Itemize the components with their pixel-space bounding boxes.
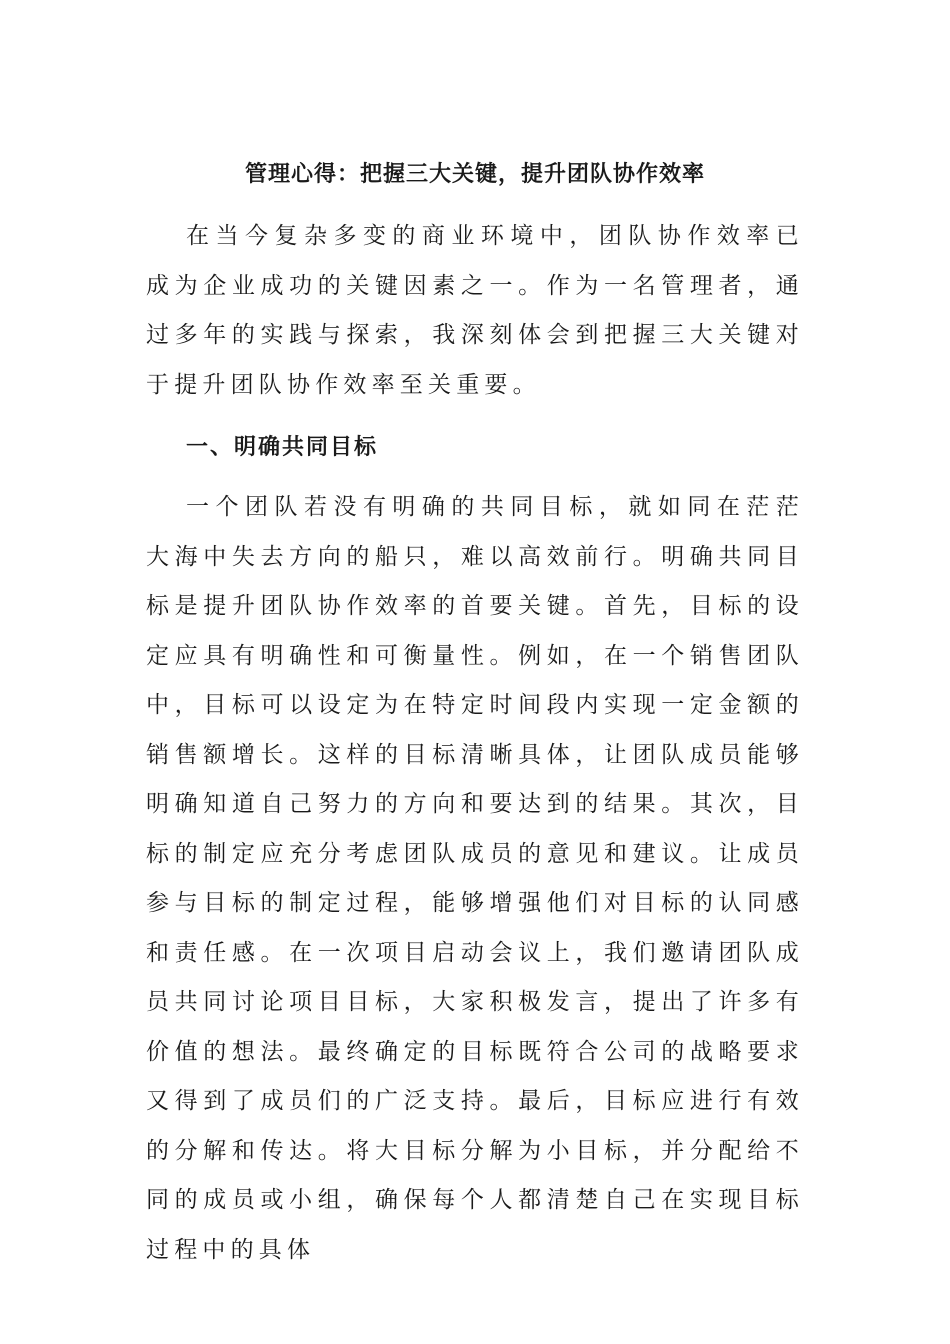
section-heading-1: 一、明确共同目标 <box>186 435 379 460</box>
intro-paragraph: 在当今复杂多变的商业环境中，团队协作效率已成为企业成功的关键因素之一。作为一名管理者，通过多年的实践与探索，我深刻体会到把握三大关键对于提升团队协作效率至关重要。 <box>146 223 804 398</box>
document-title: 管理心得：把握三大关键，提升团队协作效率 <box>244 162 705 187</box>
section-1-paragraph: 一个团队若没有明确的共同目标，就如同在茫茫大海中失去方向的船只，难以高效前行。明确共同目标是提升团队协作效率的首要关键。首先，目标的设定应具有明确性和可衡量性。例如，在一个销售团队中，目标可以设定为在特定时间段内实现一定金额的销售额增长。这样的目标清晰具体，让团队成员能够明确知道自己努力的方向和要达到的结果。其次，目标的制定应充分考虑团队成员的意见和建议。让成员参与目标的制定过程，能够增强他们对目标的认同感和责任感。在一次项目启动会议上，我们邀请团队成员共同讨论项目目标，大家积极发言，提出了许多有价值的想法。最终确定的目标既符合公司的战略要求又得到了成员们的广泛支持。最后，目标应进行有效的分解和传达。将大目标分解为小目标，并分配给不同的成员或小组，确保每个人都清楚自己在实现目标过程中的具体 <box>146 494 804 1263</box>
